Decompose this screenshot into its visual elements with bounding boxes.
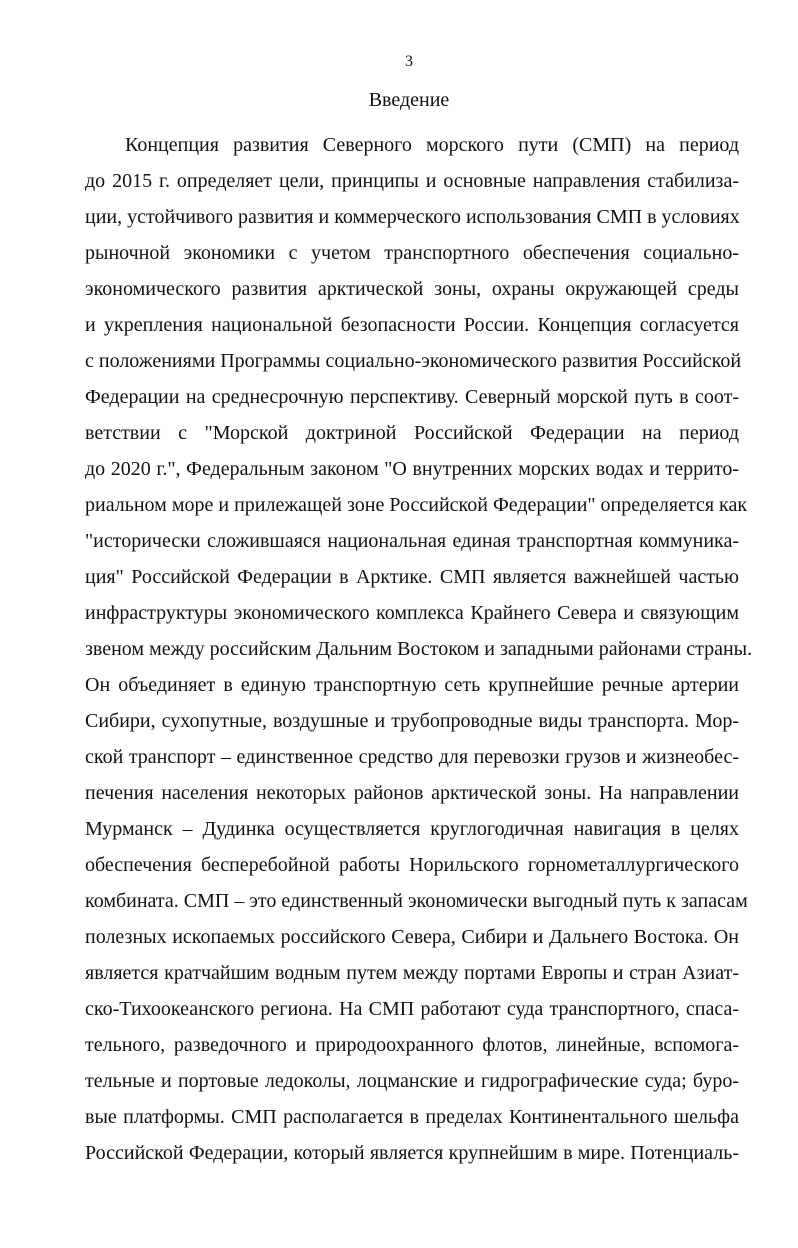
text-line: инфраструктуры экономического комплекса Крайнего Севера и связующим [85, 602, 739, 624]
section-heading: Введение [368, 89, 450, 111]
text-line: ветствии с "Морской доктриной Российской Федерации на период [85, 422, 739, 444]
body-paragraph [85, 127, 753, 1171]
text-line: риальном море и прилежащей зоне Российской Федерации" определяется как [85, 494, 748, 516]
text-line: Сибири, сухопутные, воздушные и трубопроводные виды транспорта. Мор- [85, 710, 739, 732]
text-line: ско-Тихоокеанского региона. На СМП работают суда транспортного, спаса- [85, 998, 739, 1020]
text-line: Российской Федерации, который является крупнейшим в мире. Потенциаль- [85, 1142, 739, 1164]
text-line: ция" Российской Федерации в Арктике. СМП является важнейшей частью [85, 566, 739, 588]
text-line: экономического развития арктической зоны, охраны окружающей среды [85, 278, 739, 300]
text-line: рыночной экономики с учетом транспортного обеспечения социально- [85, 242, 739, 264]
text-line: ции, устойчивого развития и коммерческого использования СМП в условиях [85, 206, 740, 228]
text-line: "исторически сложившаяся национальная единая транспортная коммуника- [85, 530, 739, 552]
text-line: тельного, разведочного и природоохранного флотов, линейные, вспомога- [85, 1034, 739, 1056]
text-line: Федерации на среднесрочную перспективу. Северный морской путь в соот- [85, 386, 739, 408]
text-line: Мурманск – Дудинка осуществляется круглогодичная навигация в целях [85, 818, 739, 840]
text-line: до 2020 г.", Федеральным законом "О внутренних морских водах и террито- [85, 458, 739, 480]
text-line: звеном между российским Дальним Востоком и западными районами страны. [85, 638, 753, 660]
text-line: и укрепления национальной безопасности России. Концепция согласуется [85, 314, 739, 336]
text-line: комбината. СМП – это единственный экономически выгодный путь к запасам [85, 890, 748, 912]
text-line: с положениями Программы социально-экономического развития Российской [85, 350, 742, 372]
text-line: ской транспорт – единственное средство для перевозки грузов и жизнеобес- [85, 746, 739, 768]
page-number: 3 [405, 53, 413, 70]
text-line: вые платформы. СМП располагается в пределах Континентального шельфа [85, 1106, 739, 1128]
text-line: тельные и портовые ледоколы, лоцманские и гидрографические суда; буро- [85, 1070, 739, 1092]
text-line: Концепция развития Северного морского пути (СМП) на период [125, 134, 739, 156]
text-line: Он объединяет в единую транспортную сеть крупнейшие речные артерии [85, 674, 739, 696]
text-line: печения населения некоторых районов арктической зоны. На направлении [85, 782, 739, 804]
text-line: является кратчайшим водным путем между портами Европы и стран Азиат- [85, 962, 739, 984]
text-line: до 2015 г. определяет цели, принципы и основные направления стабилиза- [85, 170, 739, 192]
text-line: обеспечения бесперебойной работы Норильского горнометаллургического [85, 854, 739, 876]
text-line: полезных ископаемых российского Севера, Сибири и Дальнего Востока. Он [85, 926, 739, 948]
